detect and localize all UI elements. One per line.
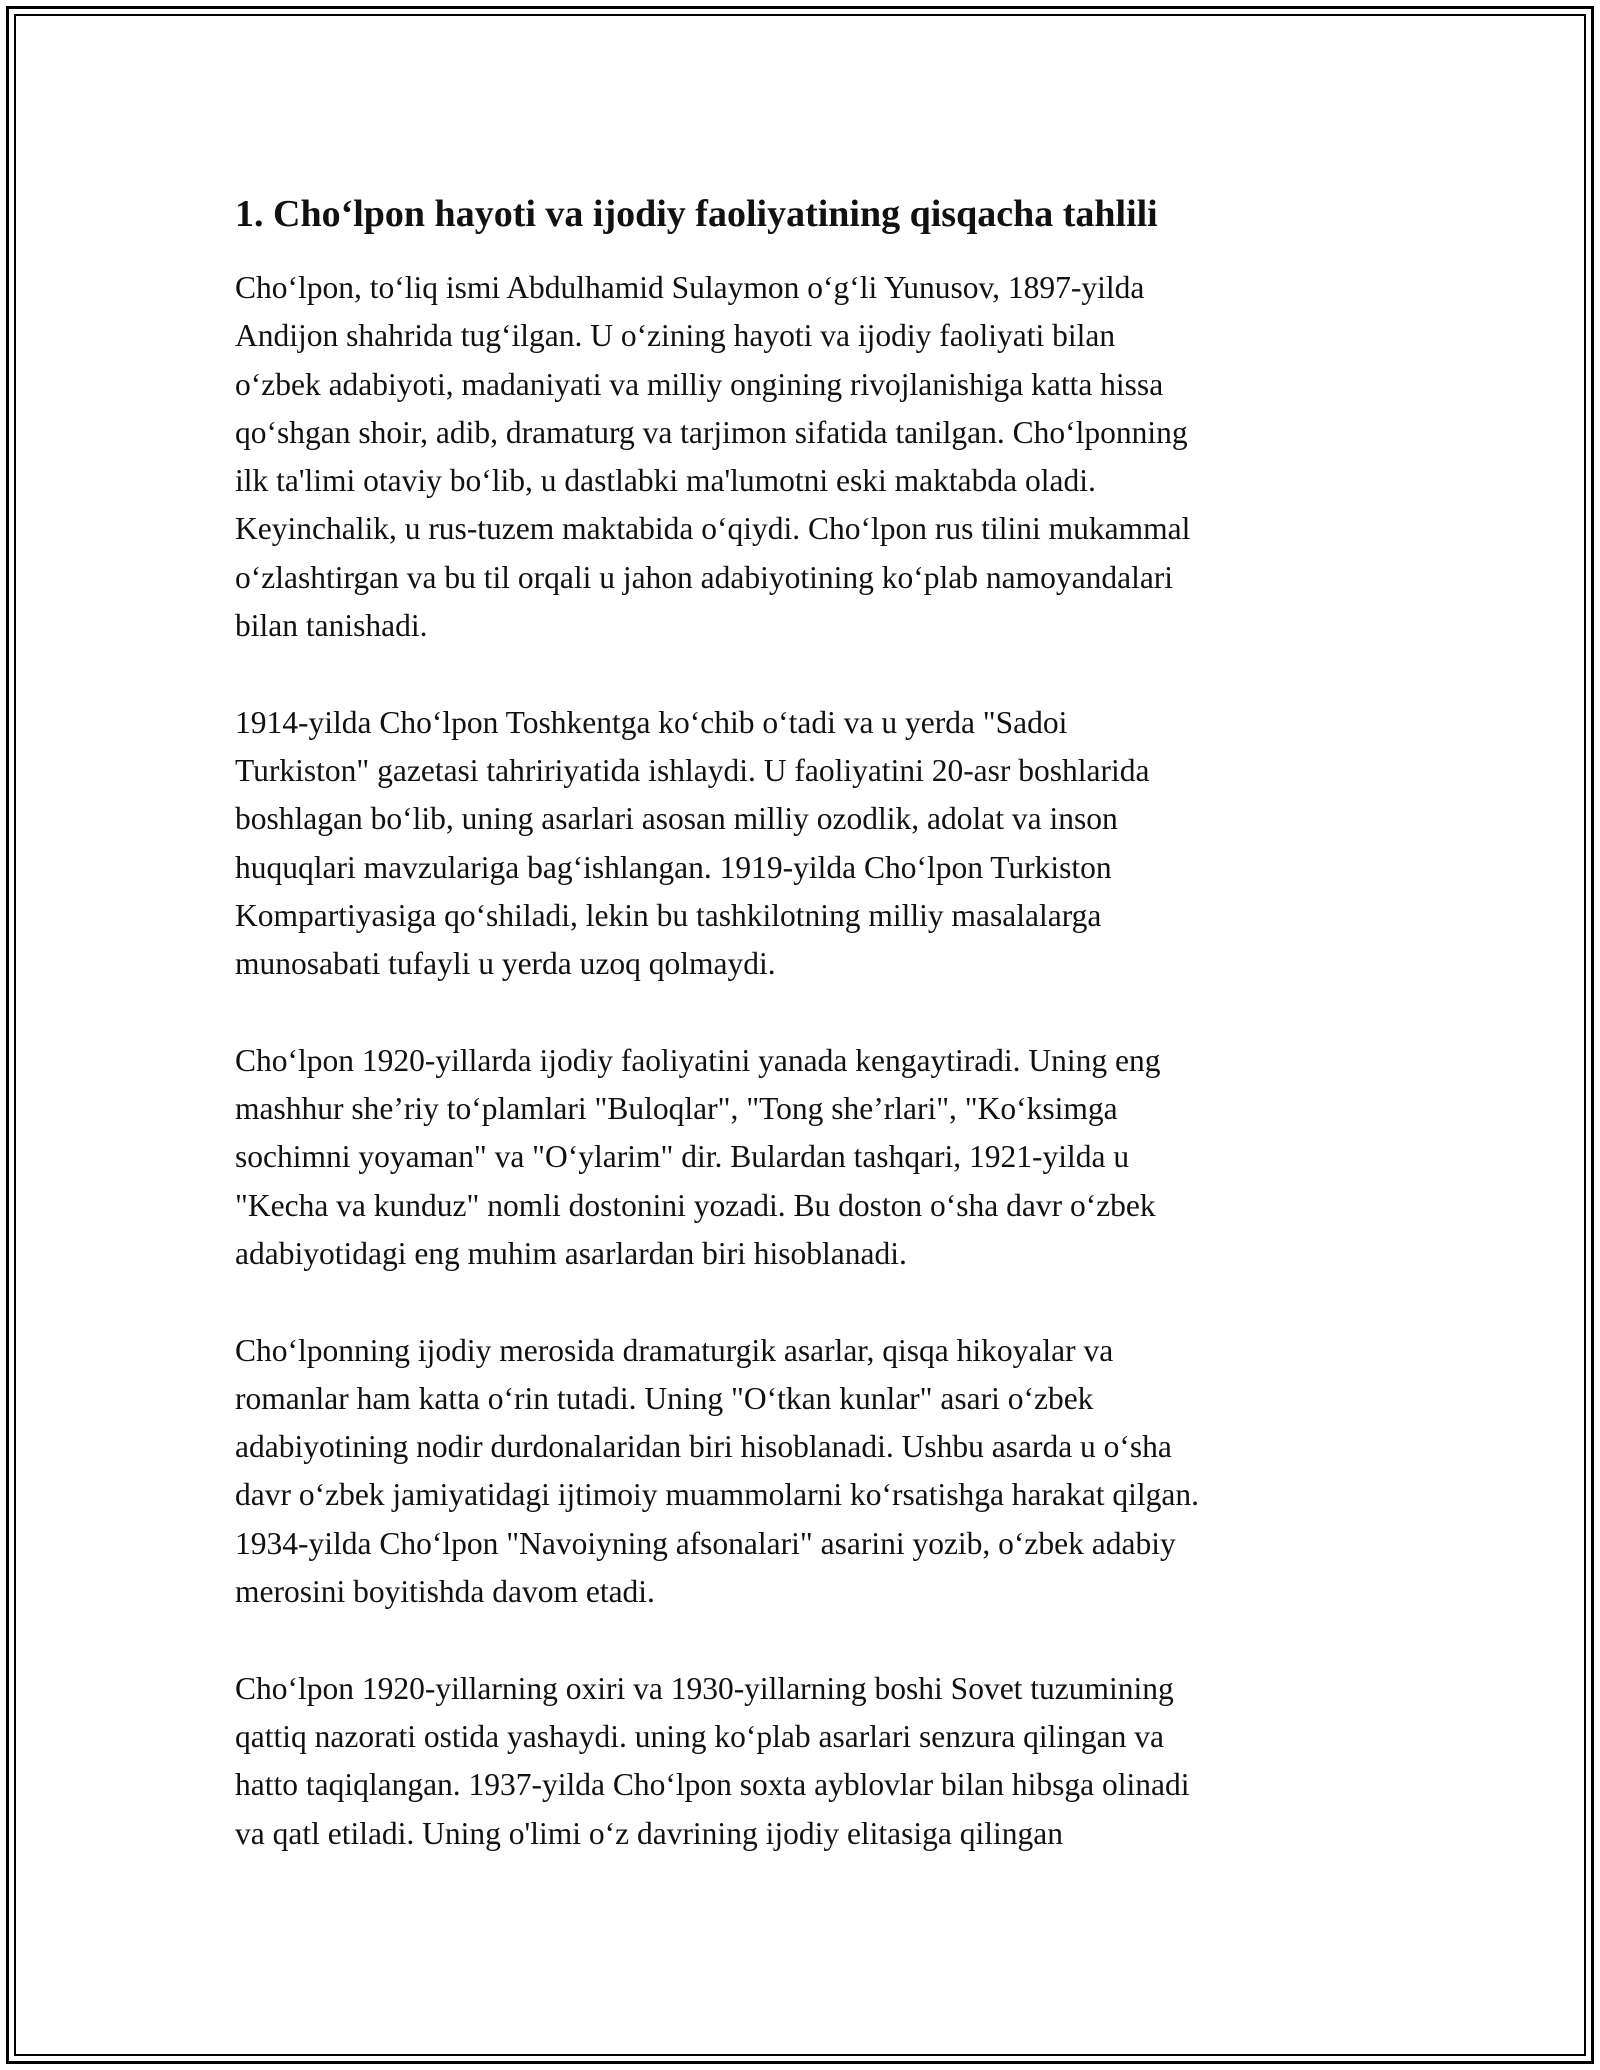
section-heading: 1. Cho‘lpon hayoti va ijodiy faoliyatining qisqacha tahlili <box>235 193 1158 235</box>
paragraph-final-years: Cho‘lpon 1920-yillarning oxiri va 1930-yillarning boshi Sovet tuzumining qattiq nazorati ostida yashaydi. uning ko‘plab asarlari senzura qilingan va hatto taqiqlangan. 1937-yilda Cho‘lpon soxta ayblovlar bilan hibsga olinadi va qatl etiladi. Uning o'limi o‘z davrining ijodiy elitasiga qilingan <box>235 1670 1190 1851</box>
paragraph-legacy: Cho‘lponning ijodiy merosida dramaturgik asarlar, qisqa hikoyalar va romanlar ham katta o‘rin tutadi. Uning "O‘tkan kunlar" asari o‘zbek adabiyotining nodir durdonalaridan biri hisoblanadi. Ushbu asarda u o‘sha davr o‘zbek jamiyatidagi ijtimoiy muammolarni ko‘rsatishga harakat qilgan. 1934-yilda Cho‘lpon "Navoiyning afsonalari" asarini yozib, o‘zbek adabiy merosini boyitishda davom etadi. <box>235 1332 1199 1610</box>
document-body <box>235 190 1375 1906</box>
paragraph-1920s-works: Cho‘lpon 1920-yillarda ijodiy faoliyatini yanada kengaytiradi. Uning eng mashhur she’riy to‘plamlari "Buloqlar", "Tong she’rlari", "Ko‘ksimga sochimni yoyaman" va "O‘ylarim" dir. Bulardan tashqari, 1921-yilda u "Kecha va kunduz" nomli dostonini yozadi. Bu doston o‘sha davr o‘zbek adabiyotidagi eng muhim asarlardan biri hisoblanadi. <box>235 1042 1161 1271</box>
paragraph-early-life: Cho‘lpon, to‘liq ismi Abdulhamid Sulaymon o‘g‘li Yunusov, 1897-yilda Andijon shahrida tug‘ilgan. U o‘zining hayoti va ijodiy faoliyati bilan o‘zbek adabiyoti, madaniyati va milliy ongining rivojlanishiga katta hissa qo‘shgan shoir, adib, dramaturg va tarjimon sifatida tanilgan. Cho‘lponning ilk ta'limi otaviy bo‘lib, u dastlabki ma'lumotni eski maktabda oladi. Keyinchalik, u rus-tuzem maktabida o‘qiydi. Cho‘lpon rus tilini mukammal o‘zlashtirgan va bu til orqali u jahon adabiyotining ko‘plab namoyandalari bilan tanishadi. <box>235 270 1191 644</box>
paragraph-tashkent: 1914-yilda Cho‘lpon Toshkentga ko‘chib o‘tadi va u yerda "Sadoi Turkiston" gazetasi tahririyatida ishlaydi. U faoliyatini 20-asr boshlarida boshlagan bo‘lib, uning asarlari asosan milliy ozodlik, adolat va inson huquqlari mavzulariga bag‘ishlangan. 1919-yilda Cho‘lpon Turkiston Kompartiyasiga qo‘shiladi, lekin bu tashkilotning milliy masalalarga munosabati tufayli u yerda uzoq qolmaydi. <box>235 704 1150 982</box>
